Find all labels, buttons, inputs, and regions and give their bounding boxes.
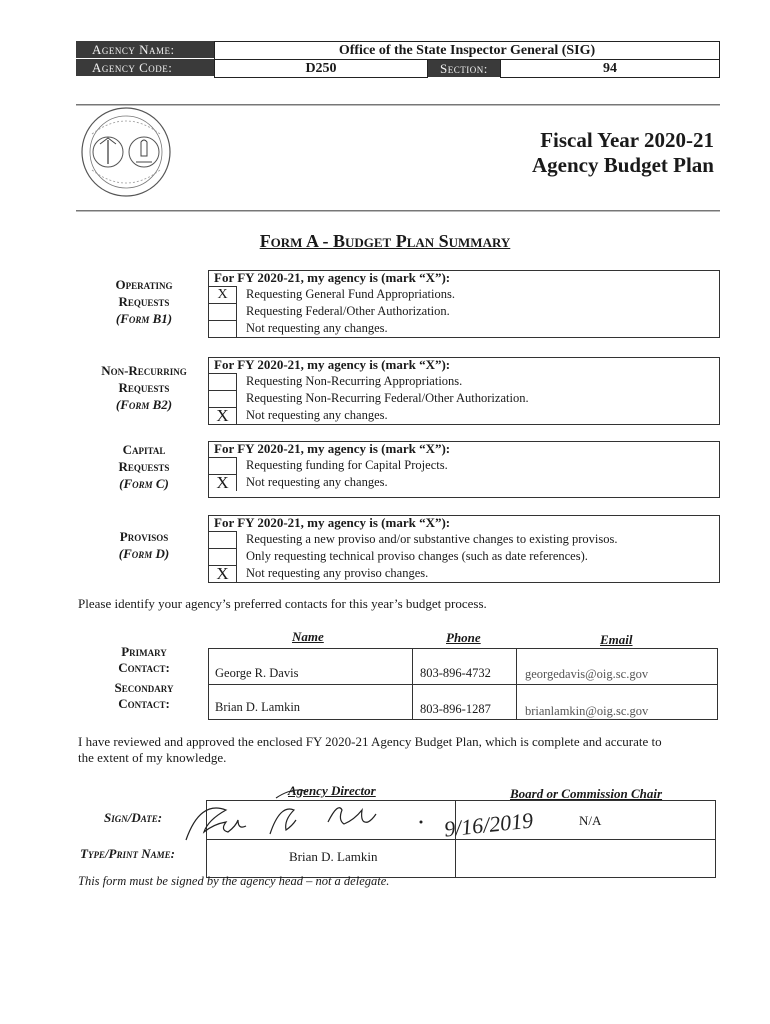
nonrecurring-requests-label [82,362,206,413]
checkbox[interactable] [209,320,237,337]
option-row [209,286,719,303]
primary-label-line1: Primary [121,644,167,659]
contacts-col-email: Email [600,632,633,647]
option-row [209,474,719,491]
option-label: Only requesting technical proviso changes (such as date references). [246,549,588,563]
option-label: Requesting a new proviso and/or substantive changes to existing provisos. [246,532,618,546]
primary-contact-phone: 803-896-4732 [420,666,491,680]
nonrecurring-label-line1: Non-Recurring [101,363,187,378]
secondary-label-line1: Secondary [114,680,174,695]
option-row [209,390,719,407]
header-rule-bottom [76,210,720,212]
state-seal [78,104,174,200]
board-chair-header: Board or Commission Chair [510,786,663,801]
checkbox[interactable] [209,531,237,548]
contacts-col-divider [412,649,413,719]
signature-footnote: This form must be signed by the agency head – not a delegate. [78,874,390,888]
option-row [209,373,719,390]
operating-form-ref: (Form B1) [115,311,173,326]
checkbox[interactable]: X [209,286,237,303]
option-label: Requesting funding for Capital Projects. [246,458,448,472]
fiscal-year-title: Fiscal Year 2020-21 [540,128,714,152]
nonrecurring-form-ref: (Form B2) [115,397,173,412]
state-seal-graphic [78,104,174,200]
nonrecurring-requests-box [208,357,720,425]
contacts-col-name: Name [292,629,324,644]
secondary-contact-name: Brian D. Lamkin [215,700,301,714]
option-label: Requesting Non-Recurring Appropriations. [246,374,463,388]
checkbox[interactable] [209,373,237,390]
option-label: Not requesting any changes. [246,408,388,422]
agency-name-value: Office of the State Inspector General (SIG) [214,41,720,60]
agency-code-label: Agency Code: [76,59,214,76]
type-print-name-label: Type/Print Name: [80,846,175,861]
provisos-label [84,528,204,562]
approval-statement-line2: the extent of my knowledge. [78,750,227,765]
provisos-box [208,515,720,583]
option-row [209,407,719,424]
director-signature [178,778,428,848]
checkbox[interactable]: X [209,474,237,491]
capital-requests-box [208,441,720,498]
option-label: Requesting Federal/Other Authorization. [246,304,450,318]
board-chair-value: N/A [579,813,602,828]
checkbox[interactable]: X [209,565,237,582]
option-label: Not requesting any proviso changes. [246,566,429,580]
option-row [209,565,719,582]
budget-plan-title: Agency Budget Plan [531,153,714,177]
contacts-table [208,648,718,720]
operating-requests-box [208,270,720,338]
operating-label-line1: Operating [115,277,173,292]
capital-heading: For FY 2020-21, my agency is (mark “X”): [214,441,451,456]
operating-requests-label [84,276,204,327]
agency-director-header: Agency Director [288,783,376,798]
option-label: Not requesting any changes. [246,475,388,489]
contacts-intro: Please identify your agency’s preferred contacts for this year’s budget process. [78,596,487,611]
secondary-contact-label [84,680,204,712]
provisos-form-ref: (Form D) [118,546,170,561]
option-label: Requesting Non-Recurring Federal/Other Authorization. [246,391,529,405]
section-value: 94 [500,59,720,78]
primary-contact-label [84,644,204,676]
primary-label-line2: Contact: [118,660,170,675]
nonrecurring-heading: For FY 2020-21, my agency is (mark “X”): [214,357,451,372]
capital-form-ref: (Form C) [119,476,169,491]
checkbox[interactable] [209,457,237,474]
checkbox[interactable] [209,303,237,320]
capital-requests-label [84,441,204,492]
checkbox[interactable]: X [209,407,237,424]
primary-contact-name: George R. Davis [215,666,299,680]
contacts-col-phone: Phone [446,630,481,645]
provisos-heading: For FY 2020-21, my agency is (mark “X”): [214,515,451,530]
option-row [209,320,719,337]
signature-scribble [178,778,428,848]
provisos-label-line1: Provisos [119,529,169,544]
capital-label-line1: Capital [122,442,166,457]
approval-statement-line1: I have reviewed and approved the enclosed FY 2020-21 Agency Budget Plan, which is complete and accurate to [78,734,662,749]
agency-name-label: Agency Name: [76,41,214,58]
operating-heading: For FY 2020-21, my agency is (mark “X”): [214,270,451,285]
form-title-text: Form A - Budget Plan Summary [259,231,511,251]
signature-date: 9/16/2019 [442,807,535,842]
sign-date-label: Sign/Date: [104,810,163,825]
contacts-col-divider [516,649,517,719]
secondary-label-line2: Contact: [118,696,170,711]
checkbox[interactable] [209,548,237,565]
primary-contact-email[interactable]: georgedavis@oig.sc.gov [525,667,649,681]
option-row [209,457,719,474]
form-title [0,231,770,252]
nonrecurring-label-line2: Requests [118,380,170,395]
option-row [209,303,719,320]
option-row [209,548,719,565]
agency-code-value: D250 [214,59,428,78]
contacts-row-divider [209,684,717,685]
secondary-contact-email[interactable]: brianlamkin@oig.sc.gov [525,704,649,718]
operating-label-line2: Requests [118,294,170,309]
option-label: Requesting General Fund Appropriations. [246,287,455,301]
director-printed-name: Brian D. Lamkin [289,849,378,864]
option-label: Not requesting any changes. [246,321,388,335]
checkbox[interactable] [209,390,237,407]
section-label: Section: [428,60,500,77]
option-row [209,531,719,548]
secondary-contact-phone: 803-896-1287 [420,702,491,716]
capital-label-line2: Requests [118,459,170,474]
